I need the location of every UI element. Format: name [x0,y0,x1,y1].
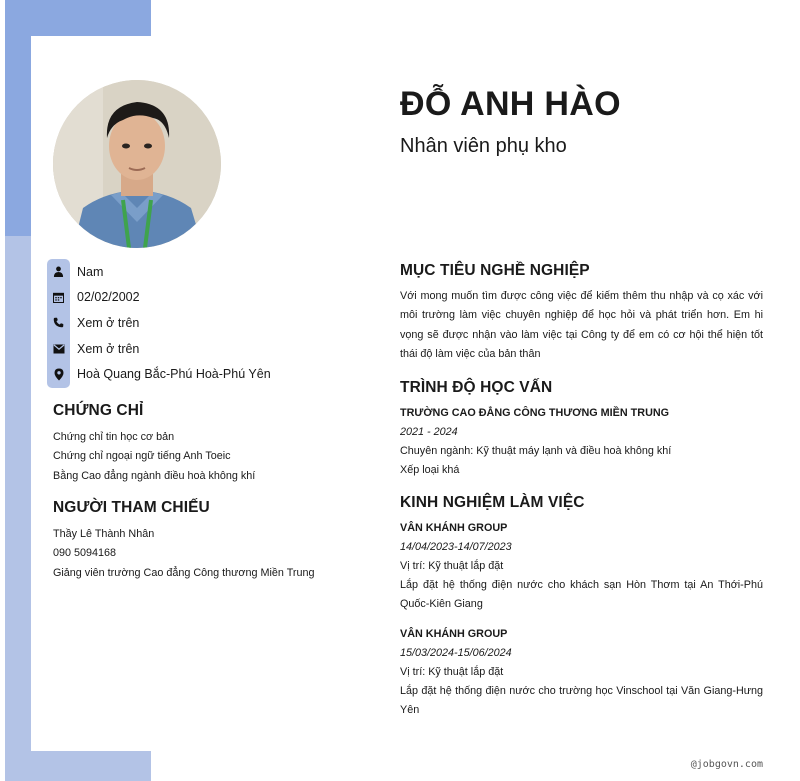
info-phone [47,310,367,336]
info-gender [47,259,367,285]
job-title: Nhân viên phụ kho [400,135,567,157]
reference-position: Giảng viên trường Cao đẳng Công thương Miền Trung [53,566,315,579]
education-title: TRÌNH ĐỘ HỌC VẤN [400,379,553,396]
education-entry [400,404,763,480]
experience-title: KINH NGHIỆM LÀM VIỆC [400,494,585,511]
experience-entry [400,519,763,614]
job-period: 15/03/2024-15/06/2024 [400,647,512,659]
gender-text: Nam [77,264,104,279]
references-title: NGƯỜI THAM CHIẾU [53,499,210,516]
education-grade: Xếp loại khá [400,464,460,476]
objective-text: Với mong muốn tìm được công việc để kiếm thêm thu nhập và cọ xác với môi trường làm việc chuyên nghiệp để học hỏi và phát triển hơn. Em hi vọng sẽ được nhận vào làm việc tại Công ty để em có cơ hội thể hiện tốt thái độ làm việc của bản thân [400,290,763,361]
info-email [47,336,367,362]
reference-name: Thầy Lê Thành Nhân [53,528,155,540]
job-position: Vị trí: Kỹ thuật lắp đặt [400,560,504,572]
education-major: Chuyên ngành: Kỹ thuật máy lạnh và điều hoà không khí [400,445,672,457]
certificate-item: Chứng chỉ tin học cơ bản [53,431,175,443]
person-icon [47,266,70,277]
certificate-item: Bằng Cao đẳng ngành điều hoà không khí [53,469,256,482]
mail-icon [47,344,70,354]
email-text: Xem ở trên [77,341,140,356]
phone-icon [47,317,70,328]
info-address [47,361,367,387]
personal-info [47,259,367,387]
calendar-icon [47,292,70,303]
experience-entry [400,625,763,720]
info-birthdate [47,285,367,311]
job-description: Lắp đặt hệ thống điện nước cho khách sạn Hòn Thơm tại An Thới-Phú Quốc-Kiên Giang [400,579,763,610]
reference-phone: 090 5094168 [53,547,117,560]
certificates-list [53,428,255,486]
education-period: 2021 - 2024 [400,426,458,438]
company-name: VÂN KHÁNH GROUP [400,628,508,640]
candidate-name: ĐỖ ANH HÀO [400,85,621,123]
school-name: TRƯỜNG CAO ĐẲNG CÔNG THƯƠNG MIỀN TRUNG [400,407,670,419]
job-position: Vị trí: Kỹ thuật lắp đặt [400,666,504,678]
birthdate-text: 02/02/2002 [77,290,140,305]
references-list [53,525,315,583]
profile-photo [53,80,221,248]
address-text: Hoà Quang Bắc-Phú Hoà-Phú Yên [77,367,271,382]
certificates-title: CHỨNG CHỈ [53,402,144,419]
watermark: @jobgovn.com [690,759,763,770]
job-description: Lắp đặt hệ thống điện nước cho trường học Vinschool tại Văn Giang-Hưng Yên [400,685,763,716]
location-icon [47,368,70,381]
objective-title: MỤC TIÊU NGHỀ NGHIỆP [400,262,590,279]
certificate-item: Chứng chỉ ngoại ngữ tiếng Anh Toeic [53,450,231,463]
company-name: VÂN KHÁNH GROUP [400,522,508,534]
job-period: 14/04/2023-14/07/2023 [400,541,512,553]
phone-text: Xem ở trên [77,315,140,330]
